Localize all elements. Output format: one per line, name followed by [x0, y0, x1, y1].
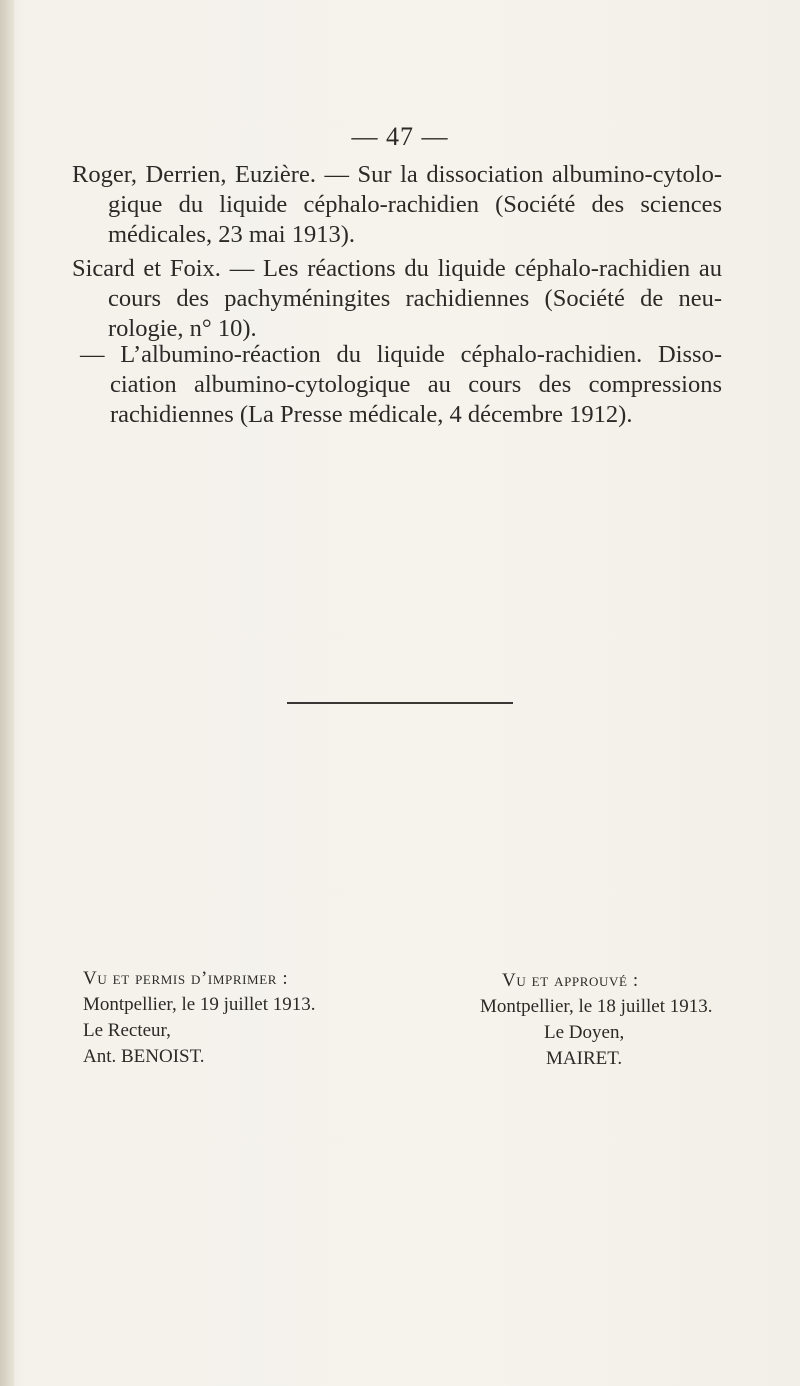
approval-block — [480, 968, 770, 1072]
page-spine-shadow — [0, 0, 14, 1386]
imprimatur-role: Le Recteur, — [83, 1020, 171, 1041]
bibliography-entry-sicard-foix — [72, 254, 722, 344]
entry-line: Roger, Derrien, Euzière. — Sur la dissociation albumino-cytolo- — [72, 161, 722, 188]
approval-name: MAIRET. — [546, 1048, 623, 1069]
entry-line: Sicard et Foix. — Les réactions du liquide céphalo-rachidien au — [72, 255, 722, 282]
imprimatur-name: Ant. BENOIST. — [83, 1046, 205, 1067]
bibliography-entry-albumino-reaction — [80, 340, 722, 430]
approval-title: Vu et approuvé : — [502, 970, 639, 991]
entry-line: — L’albumino-réaction du liquide céphalo-rachidien. Disso- — [80, 341, 722, 368]
section-divider — [287, 702, 513, 704]
imprimatur-place-date: Montpellier, le 19 juillet 1913. — [83, 994, 316, 1015]
imprimatur-block — [83, 966, 383, 1070]
page-number: — 47 — — [351, 122, 449, 151]
entry-line: gique du liquide céphalo-rachidien (Société des sciences — [108, 191, 722, 218]
entry-line: cours des pachyméningites rachidiennes (Société de neu- — [108, 285, 722, 312]
approval-place-date: Montpellier, le 18 juillet 1913. — [480, 996, 713, 1017]
bibliography-entry-roger — [72, 160, 722, 250]
entry-line: médicales, 23 mai 1913). — [108, 221, 355, 248]
entry-line: ciation albumino-cytologique au cours des compressions — [110, 371, 722, 398]
entry-line: rachidiennes (La Presse médicale, 4 décembre 1912). — [110, 401, 633, 428]
imprimatur-title: Vu et permis d’imprimer : — [83, 968, 289, 989]
approval-role: Le Doyen, — [544, 1022, 625, 1043]
entry-line: rologie, n° 10). — [108, 315, 257, 342]
